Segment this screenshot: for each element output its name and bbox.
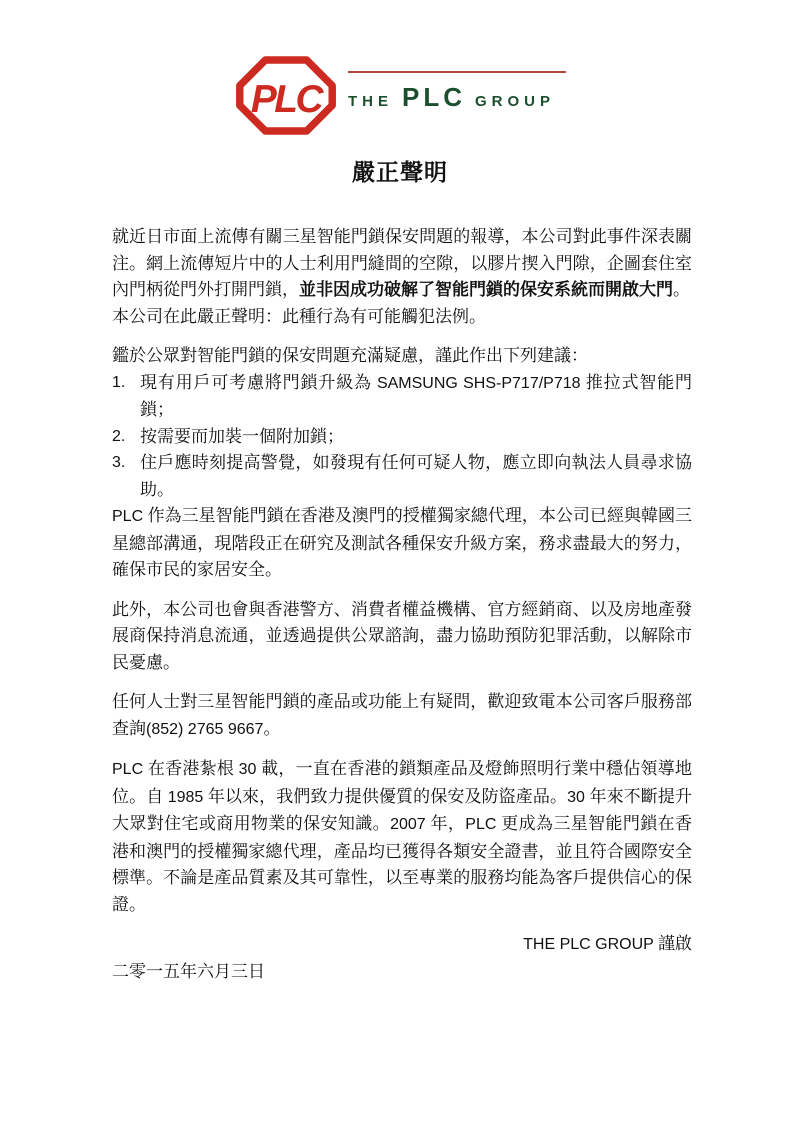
paragraph — [112, 224, 692, 330]
text-run: 任何人士對三星智能門鎖的產品或功能上有疑問，歡迎致電本公司客戶服務部查詢 — [112, 692, 692, 738]
text-run: 在香港紮根 — [147, 759, 239, 778]
paragraph — [112, 689, 692, 743]
text-run: PLC — [465, 816, 502, 833]
document-body — [112, 224, 692, 985]
text-run: 30 — [567, 788, 590, 806]
text-run: SAMSUNG SHS-P717/P718 — [376, 374, 586, 392]
text-run: 就近日市面上流傳有關三星智能門鎖保安問題的報導，本公司對此事件深表關注。網上流傳短片中的人士利用門縫間的空隙，以膠片揳入門隙，企圖套住室內門柄從門外打開門鎖， — [112, 227, 692, 299]
text-run: 住戶應時刻提高警覺，如發現有任何可疑人物，應立即向執法人員尋求協助。 — [140, 453, 692, 499]
recommendation-list — [112, 370, 692, 504]
text-run: 1985 — [167, 788, 208, 806]
list-item-number: 2. — [112, 427, 126, 445]
paragraph — [112, 503, 692, 584]
document-title: 嚴正聲明 — [352, 160, 448, 185]
list-item-text — [140, 370, 692, 424]
wordmark-the: THE — [348, 93, 393, 110]
text-run: 並非因成功破解了智能門鎖的保安系統而開啟大門 — [299, 280, 673, 299]
text-run: 二零一五年六月三日 — [112, 961, 265, 981]
text-run: 按需要而加裝一個附加鎖； — [140, 426, 344, 446]
list-item-number: 1. — [112, 373, 126, 391]
text-run: 推拉式智能門鎖； — [140, 372, 693, 419]
company-logo — [0, 0, 800, 137]
paragraph — [112, 756, 692, 918]
text-run: 年以來，我們致力提供優質的保安及防盜產品。 — [207, 786, 568, 806]
text-run: PLC — [112, 761, 148, 778]
logo-wordmark — [348, 82, 566, 113]
text-run: 30 — [238, 761, 262, 778]
list-item-number: 3. — [112, 454, 126, 471]
text-run: 謹啟 — [658, 934, 692, 953]
text-run: 作為三星智能門鎖在香港及澳門的授權獨家總代理，本公司已經與韓國三星總部溝通，現階段正在研究及測試各種保安升級方案，務求盡最大的努力，確保市民的家居安全。 — [112, 506, 693, 579]
list-item — [112, 370, 692, 424]
date-line — [112, 959, 692, 986]
list-lead-paragraph — [112, 343, 692, 370]
signoff-line — [112, 931, 692, 959]
text-run: THE PLC GROUP — [523, 936, 658, 953]
paragraph — [112, 597, 692, 677]
text-run: 鑑於公眾對智能門鎖的保安問題充滿疑慮，謹此作出下列建議： — [112, 346, 588, 365]
list-item-text — [140, 424, 692, 451]
text-run: 此外，本公司也會與香港警方、消費者權益機構、官方經銷商、以及房地產發展商保持消息流通，並透過提供公眾諮詢，盡力協助預防犯罪活動，以解除市民憂慮。 — [112, 599, 692, 672]
text-run: 現有用戶可考慮將門鎖升級為 — [140, 372, 377, 392]
text-run: 載，一直在香港的鎖類產品及燈飾照明行業中穩佔領導地位。自 — [112, 759, 693, 806]
text-run: 更成為三星智能門鎖在香港和澳門的授權獨家總代理，產品均已獲得各類安全證書，並且符合國際安全標準。不論是產品質素及其可靠性，以至專業的服務均能為客戶提供信心的保證。 — [112, 814, 693, 914]
text-run: 。 — [673, 280, 690, 299]
plc-emblem-text: PLC — [250, 78, 322, 122]
text-run: 2007 — [390, 816, 431, 833]
plc-emblem-icon — [234, 54, 338, 137]
text-run: 年， — [430, 814, 466, 833]
logo-wordmark-block — [348, 54, 566, 113]
text-run: 。 — [263, 718, 281, 738]
text-run: 年來不斷提升大眾對住宅或商用物業的保安知識。 — [112, 786, 693, 833]
bold-text-run — [299, 280, 673, 299]
text-run: (852) 2765 9667 — [146, 720, 264, 738]
list-item-text — [140, 450, 692, 503]
list-item — [112, 450, 692, 503]
list-item — [112, 424, 692, 451]
logo-rule-divider — [348, 71, 566, 73]
wordmark-plc: PLC — [402, 82, 466, 112]
wordmark-group: GROUP — [475, 93, 556, 110]
text-run: PLC — [112, 508, 148, 525]
text-run: 本公司在此嚴正聲明：此種行為有可能觸犯法例。 — [112, 306, 486, 326]
